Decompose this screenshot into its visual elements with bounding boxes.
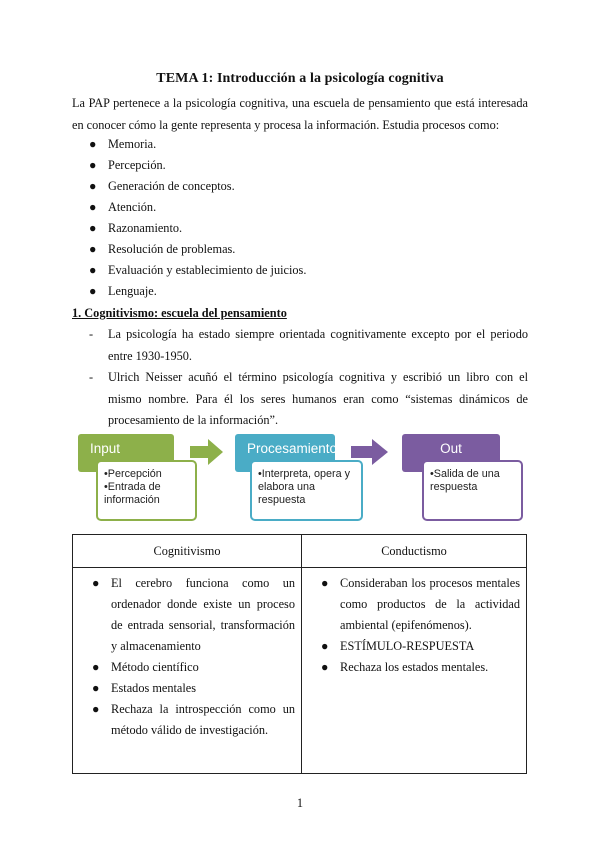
page-number: 1 bbox=[296, 796, 304, 810]
list-item: ● ESTÍMULO-RESPUESTA bbox=[321, 639, 475, 653]
intro-paragraph: La PAP pertenece a la psicología cognitiva, una escuela de pensamiento que está interesada en conocer cómo la gente representa y procesa la información. Estudia procesos como: bbox=[72, 96, 528, 132]
page-title: TEMA 1: Introducción a la psicología cognitiva bbox=[156, 71, 444, 86]
section-heading: 1. Cognitivismo: escuela del pensamiento bbox=[72, 306, 287, 320]
table-header: Cognitivismo bbox=[73, 535, 302, 568]
list-item: ● Rechaza la introspección como un método válido de investigación. bbox=[92, 702, 295, 737]
out-box: •Salida de una respuesta bbox=[422, 460, 523, 521]
process-header: Procesamiento bbox=[235, 434, 335, 472]
conductismo-cell bbox=[302, 568, 527, 774]
input-header: Input bbox=[78, 434, 174, 472]
list-item: ● Razonamiento. bbox=[89, 221, 183, 235]
list-item: ● Percepción. bbox=[89, 158, 166, 172]
list-item: ● Memoria. bbox=[89, 137, 157, 151]
list-item: ● Generación de conceptos. bbox=[89, 179, 235, 193]
input-box: •Percepción •Entrada de información bbox=[96, 460, 197, 521]
cognitivismo-cell bbox=[73, 568, 302, 774]
list-item: ● Lenguaje. bbox=[89, 284, 157, 298]
list-item: ● Rechaza los estados mentales. bbox=[321, 660, 489, 674]
list-item: ● El cerebro funciona como un ordenador donde existe un proceso de entrada sensorial, transformación y almacenamiento bbox=[92, 576, 295, 653]
process-diagram bbox=[72, 434, 528, 524]
process-list bbox=[72, 134, 306, 302]
list-item: ● Método científico bbox=[92, 660, 199, 674]
process-box: •Interpreta, opera y elabora una respuesta bbox=[250, 460, 363, 521]
list-item: ● Consideraban los procesos mentales como productos de la actividad ambiental (epifenómenos). bbox=[321, 576, 520, 632]
list-item: ● Evaluación y establecimiento de juicios. bbox=[89, 263, 307, 277]
out-header: Out bbox=[402, 434, 500, 472]
arrow-right-icon bbox=[190, 438, 224, 466]
table-header: Conductismo bbox=[302, 535, 527, 568]
list-item: ● Resolución de problemas. bbox=[89, 242, 236, 256]
list-item: ● Atención. bbox=[89, 200, 157, 214]
section-item: - Ulrich Neisser acuñó el término psicología cognitiva y escribió un libro con el mismo nombre. Para él los seres humanos eran como “sistemas dinámicos de procesamiento de la información”. bbox=[89, 370, 528, 427]
comparison-table bbox=[72, 534, 527, 774]
arrow-right-icon bbox=[351, 438, 389, 466]
list-item: ● Estados mentales bbox=[92, 681, 197, 695]
section-item: - La psicología ha estado siempre orientada cognitivamente excepto por el periodo entre 1930-1950. bbox=[89, 327, 528, 363]
